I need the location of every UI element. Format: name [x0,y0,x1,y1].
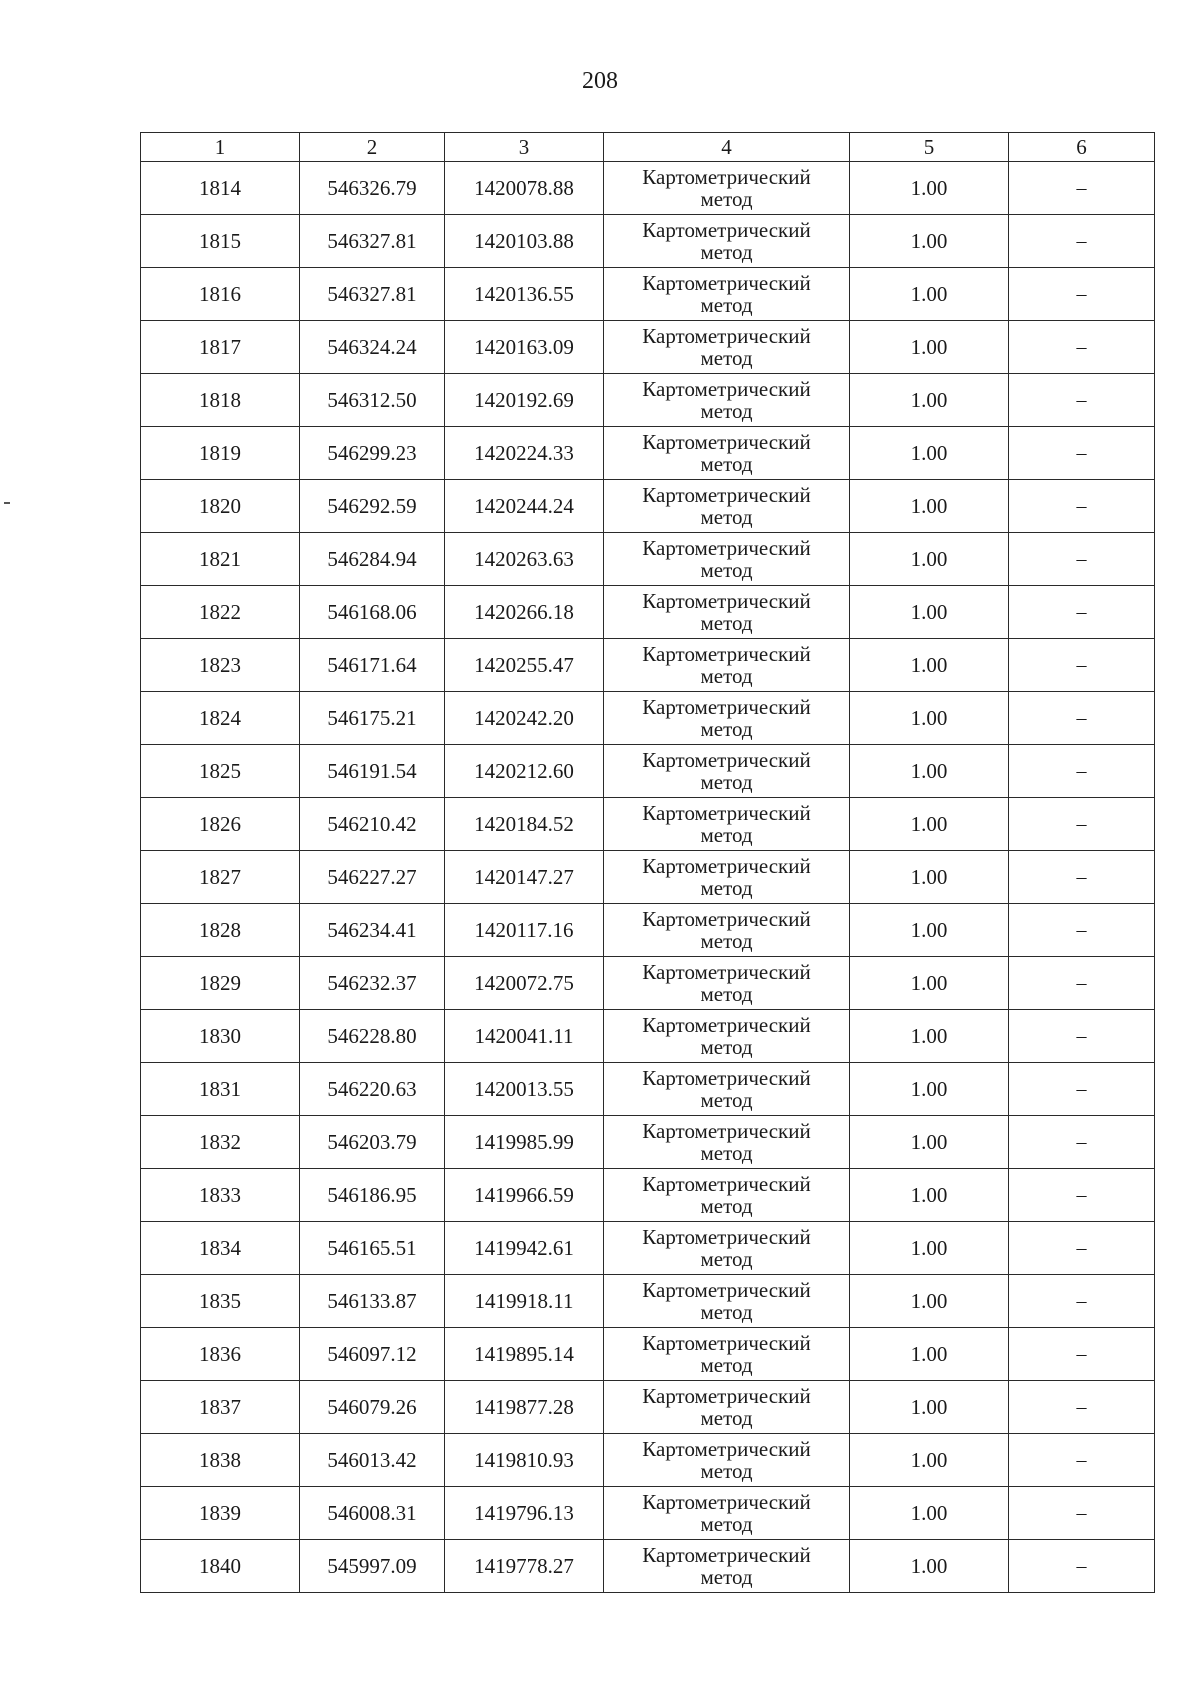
cell-accuracy: 1.00 [850,745,1009,798]
cell-x-coordinate: 546326.79 [300,162,445,215]
cell-accuracy: 1.00 [850,1116,1009,1169]
table-body [141,162,1155,1593]
cell-x-coordinate: 546210.42 [300,798,445,851]
cell-note: – [1009,1275,1155,1328]
table-row [141,692,1155,745]
cell-note: – [1009,1540,1155,1593]
method-line-2: метод [700,187,753,211]
cell-method [604,957,850,1010]
cell-method [604,1010,850,1063]
cell-accuracy: 1.00 [850,692,1009,745]
cell-x-coordinate: 546133.87 [300,1275,445,1328]
cell-point-number: 1829 [141,957,300,1010]
cell-point-number: 1824 [141,692,300,745]
method-line-1: Картометрический [642,536,811,560]
cell-note: – [1009,1063,1155,1116]
table-row [141,957,1155,1010]
cell-note: – [1009,1222,1155,1275]
method-line-2: метод [700,1141,753,1165]
method-line-2: метод [700,1406,753,1430]
cell-point-number: 1831 [141,1063,300,1116]
cell-accuracy: 1.00 [850,957,1009,1010]
cell-method [604,533,850,586]
method-line-2: метод [700,1459,753,1483]
cell-x-coordinate: 546079.26 [300,1381,445,1434]
method-line-2: метод [700,558,753,582]
method-line-2: метод [700,505,753,529]
table-row [141,1169,1155,1222]
cell-x-coordinate: 546227.27 [300,851,445,904]
method-line-2: метод [700,611,753,635]
cell-accuracy: 1.00 [850,1328,1009,1381]
cell-x-coordinate: 546327.81 [300,215,445,268]
method-line-2: метод [700,1300,753,1324]
cell-y-coordinate: 1420255.47 [445,639,604,692]
cell-x-coordinate: 546299.23 [300,427,445,480]
method-line-2: метод [700,1194,753,1218]
cell-y-coordinate: 1420244.24 [445,480,604,533]
method-line-2: метод [700,240,753,264]
method-line-1: Картометрический [642,483,811,507]
cell-y-coordinate: 1420242.20 [445,692,604,745]
method-line-2: метод [700,1565,753,1589]
cell-note: – [1009,745,1155,798]
method-line-2: метод [700,1512,753,1536]
cell-point-number: 1833 [141,1169,300,1222]
column-header-1: 1 [141,133,300,162]
method-line-1: Картометрический [642,801,811,825]
cell-point-number: 1827 [141,851,300,904]
cell-accuracy: 1.00 [850,639,1009,692]
cell-x-coordinate: 546175.21 [300,692,445,745]
cell-note: – [1009,374,1155,427]
cell-y-coordinate: 1420192.69 [445,374,604,427]
cell-accuracy: 1.00 [850,1222,1009,1275]
cell-y-coordinate: 1420266.18 [445,586,604,639]
table-row [141,851,1155,904]
method-line-1: Картометрический [642,642,811,666]
cell-note: – [1009,1434,1155,1487]
cell-method [604,798,850,851]
cell-x-coordinate: 546220.63 [300,1063,445,1116]
cell-point-number: 1816 [141,268,300,321]
cell-x-coordinate: 546203.79 [300,1116,445,1169]
cell-accuracy: 1.00 [850,1540,1009,1593]
cell-method [604,480,850,533]
cell-x-coordinate: 546008.31 [300,1487,445,1540]
cell-y-coordinate: 1419810.93 [445,1434,604,1487]
cell-x-coordinate: 546312.50 [300,374,445,427]
cell-y-coordinate: 1419778.27 [445,1540,604,1593]
coordinates-table [140,132,1155,1593]
cell-note: – [1009,321,1155,374]
cell-x-coordinate: 546191.54 [300,745,445,798]
cell-point-number: 1826 [141,798,300,851]
cell-x-coordinate: 546232.37 [300,957,445,1010]
method-line-1: Картометрический [642,1437,811,1461]
cell-point-number: 1840 [141,1540,300,1593]
cell-y-coordinate: 1420072.75 [445,957,604,1010]
table-row [141,533,1155,586]
cell-method [604,1169,850,1222]
cell-accuracy: 1.00 [850,162,1009,215]
cell-note: – [1009,586,1155,639]
cell-accuracy: 1.00 [850,1487,1009,1540]
margin-mark [4,502,10,504]
cell-method [604,692,850,745]
cell-accuracy: 1.00 [850,480,1009,533]
table-row [141,1540,1155,1593]
cell-accuracy: 1.00 [850,851,1009,904]
cell-point-number: 1820 [141,480,300,533]
cell-method [604,851,850,904]
table-row [141,1487,1155,1540]
cell-method [604,1222,850,1275]
cell-accuracy: 1.00 [850,1169,1009,1222]
method-line-2: метод [700,1247,753,1271]
method-line-2: метод [700,1035,753,1059]
method-line-1: Картометрический [642,377,811,401]
table-row [141,268,1155,321]
cell-accuracy: 1.00 [850,427,1009,480]
table-row [141,586,1155,639]
cell-y-coordinate: 1420078.88 [445,162,604,215]
column-header-5: 5 [850,133,1009,162]
cell-point-number: 1818 [141,374,300,427]
table-row [141,162,1155,215]
cell-y-coordinate: 1420147.27 [445,851,604,904]
cell-method [604,215,850,268]
header-row [141,133,1155,162]
cell-y-coordinate: 1420224.33 [445,427,604,480]
cell-y-coordinate: 1419918.11 [445,1275,604,1328]
cell-accuracy: 1.00 [850,1275,1009,1328]
table-row [141,904,1155,957]
cell-note: – [1009,533,1155,586]
cell-method [604,427,850,480]
cell-y-coordinate: 1419796.13 [445,1487,604,1540]
method-line-1: Картометрический [642,1013,811,1037]
table-row [141,1381,1155,1434]
cell-y-coordinate: 1420263.63 [445,533,604,586]
method-line-1: Картометрический [642,324,811,348]
column-header-2: 2 [300,133,445,162]
table-row [141,1275,1155,1328]
table-header [141,133,1155,162]
cell-note: – [1009,957,1155,1010]
method-line-1: Картометрический [642,1172,811,1196]
cell-point-number: 1828 [141,904,300,957]
table-row [141,480,1155,533]
cell-point-number: 1814 [141,162,300,215]
cell-accuracy: 1.00 [850,1063,1009,1116]
cell-method [604,162,850,215]
cell-method [604,745,850,798]
method-line-1: Картометрический [642,907,811,931]
method-line-1: Картометрический [642,1119,811,1143]
cell-accuracy: 1.00 [850,321,1009,374]
method-line-1: Картометрический [642,165,811,189]
cell-x-coordinate: 546284.94 [300,533,445,586]
cell-accuracy: 1.00 [850,533,1009,586]
method-line-1: Картометрический [642,218,811,242]
table-row [141,745,1155,798]
cell-point-number: 1835 [141,1275,300,1328]
cell-point-number: 1823 [141,639,300,692]
cell-point-number: 1817 [141,321,300,374]
cell-y-coordinate: 1419985.99 [445,1116,604,1169]
cell-note: – [1009,1116,1155,1169]
table-row [141,321,1155,374]
method-line-1: Картометрический [642,1543,811,1567]
cell-x-coordinate: 546292.59 [300,480,445,533]
cell-accuracy: 1.00 [850,268,1009,321]
cell-point-number: 1838 [141,1434,300,1487]
cell-note: – [1009,798,1155,851]
cell-y-coordinate: 1419966.59 [445,1169,604,1222]
cell-x-coordinate: 546234.41 [300,904,445,957]
method-line-1: Картометрический [642,1384,811,1408]
cell-x-coordinate: 546097.12 [300,1328,445,1381]
table-row [141,1116,1155,1169]
cell-x-coordinate: 546013.42 [300,1434,445,1487]
cell-point-number: 1830 [141,1010,300,1063]
cell-method [604,904,850,957]
cell-x-coordinate: 546228.80 [300,1010,445,1063]
cell-method [604,639,850,692]
cell-point-number: 1815 [141,215,300,268]
cell-note: – [1009,480,1155,533]
cell-accuracy: 1.00 [850,374,1009,427]
cell-y-coordinate: 1420184.52 [445,798,604,851]
cell-note: – [1009,215,1155,268]
method-line-1: Картометрический [642,1278,811,1302]
cell-x-coordinate: 545997.09 [300,1540,445,1593]
cell-method [604,1540,850,1593]
method-line-2: метод [700,823,753,847]
cell-note: – [1009,1487,1155,1540]
cell-point-number: 1821 [141,533,300,586]
cell-point-number: 1837 [141,1381,300,1434]
cell-note: – [1009,1328,1155,1381]
page-number: 208 [582,68,618,94]
table-row [141,427,1155,480]
cell-x-coordinate: 546327.81 [300,268,445,321]
method-line-1: Картометрический [642,748,811,772]
table-row [141,798,1155,851]
column-header-6: 6 [1009,133,1155,162]
cell-note: – [1009,268,1155,321]
cell-accuracy: 1.00 [850,1010,1009,1063]
cell-note: – [1009,162,1155,215]
method-line-1: Картометрический [642,854,811,878]
cell-point-number: 1832 [141,1116,300,1169]
cell-y-coordinate: 1420163.09 [445,321,604,374]
cell-note: – [1009,639,1155,692]
cell-note: – [1009,692,1155,745]
method-line-2: метод [700,876,753,900]
table-row [141,639,1155,692]
cell-method [604,1275,850,1328]
cell-method [604,1434,850,1487]
method-line-1: Картометрический [642,960,811,984]
cell-method [604,1328,850,1381]
column-header-4: 4 [604,133,850,162]
cell-method [604,1487,850,1540]
cell-x-coordinate: 546168.06 [300,586,445,639]
cell-y-coordinate: 1420103.88 [445,215,604,268]
cell-y-coordinate: 1420212.60 [445,745,604,798]
cell-accuracy: 1.00 [850,586,1009,639]
cell-y-coordinate: 1419877.28 [445,1381,604,1434]
method-line-1: Картометрический [642,1490,811,1514]
cell-method [604,1381,850,1434]
cell-x-coordinate: 546165.51 [300,1222,445,1275]
method-line-1: Картометрический [642,1066,811,1090]
method-line-2: метод [700,929,753,953]
cell-x-coordinate: 546171.64 [300,639,445,692]
cell-y-coordinate: 1420117.16 [445,904,604,957]
cell-note: – [1009,1169,1155,1222]
cell-note: – [1009,904,1155,957]
cell-accuracy: 1.00 [850,1381,1009,1434]
method-line-2: метод [700,982,753,1006]
cell-point-number: 1822 [141,586,300,639]
table-row [141,1063,1155,1116]
cell-note: – [1009,1010,1155,1063]
method-line-2: метод [700,452,753,476]
table-row [141,1010,1155,1063]
cell-note: – [1009,427,1155,480]
cell-method [604,374,850,427]
cell-point-number: 1836 [141,1328,300,1381]
cell-x-coordinate: 546324.24 [300,321,445,374]
table-row [141,1434,1155,1487]
cell-y-coordinate: 1419895.14 [445,1328,604,1381]
cell-method [604,268,850,321]
method-line-1: Картометрический [642,589,811,613]
table-row [141,374,1155,427]
method-line-1: Картометрический [642,430,811,454]
cell-accuracy: 1.00 [850,215,1009,268]
cell-method [604,1063,850,1116]
cell-y-coordinate: 1419942.61 [445,1222,604,1275]
table-row [141,1222,1155,1275]
cell-method [604,1116,850,1169]
table-row [141,1328,1155,1381]
method-line-1: Картометрический [642,271,811,295]
method-line-1: Картометрический [642,1225,811,1249]
cell-y-coordinate: 1420013.55 [445,1063,604,1116]
cell-y-coordinate: 1420136.55 [445,268,604,321]
method-line-1: Картометрический [642,1331,811,1355]
cell-point-number: 1839 [141,1487,300,1540]
cell-x-coordinate: 546186.95 [300,1169,445,1222]
method-line-2: метод [700,346,753,370]
table-row [141,215,1155,268]
column-header-3: 3 [445,133,604,162]
method-line-2: метод [700,1353,753,1377]
cell-point-number: 1819 [141,427,300,480]
cell-accuracy: 1.00 [850,904,1009,957]
cell-point-number: 1834 [141,1222,300,1275]
cell-y-coordinate: 1420041.11 [445,1010,604,1063]
method-line-2: метод [700,770,753,794]
cell-accuracy: 1.00 [850,1434,1009,1487]
cell-accuracy: 1.00 [850,798,1009,851]
cell-note: – [1009,851,1155,904]
cell-method [604,586,850,639]
method-line-1: Картометрический [642,695,811,719]
method-line-2: метод [700,664,753,688]
method-line-2: метод [700,399,753,423]
method-line-2: метод [700,717,753,741]
cell-point-number: 1825 [141,745,300,798]
method-line-2: метод [700,293,753,317]
cell-method [604,321,850,374]
method-line-2: метод [700,1088,753,1112]
cell-note: – [1009,1381,1155,1434]
